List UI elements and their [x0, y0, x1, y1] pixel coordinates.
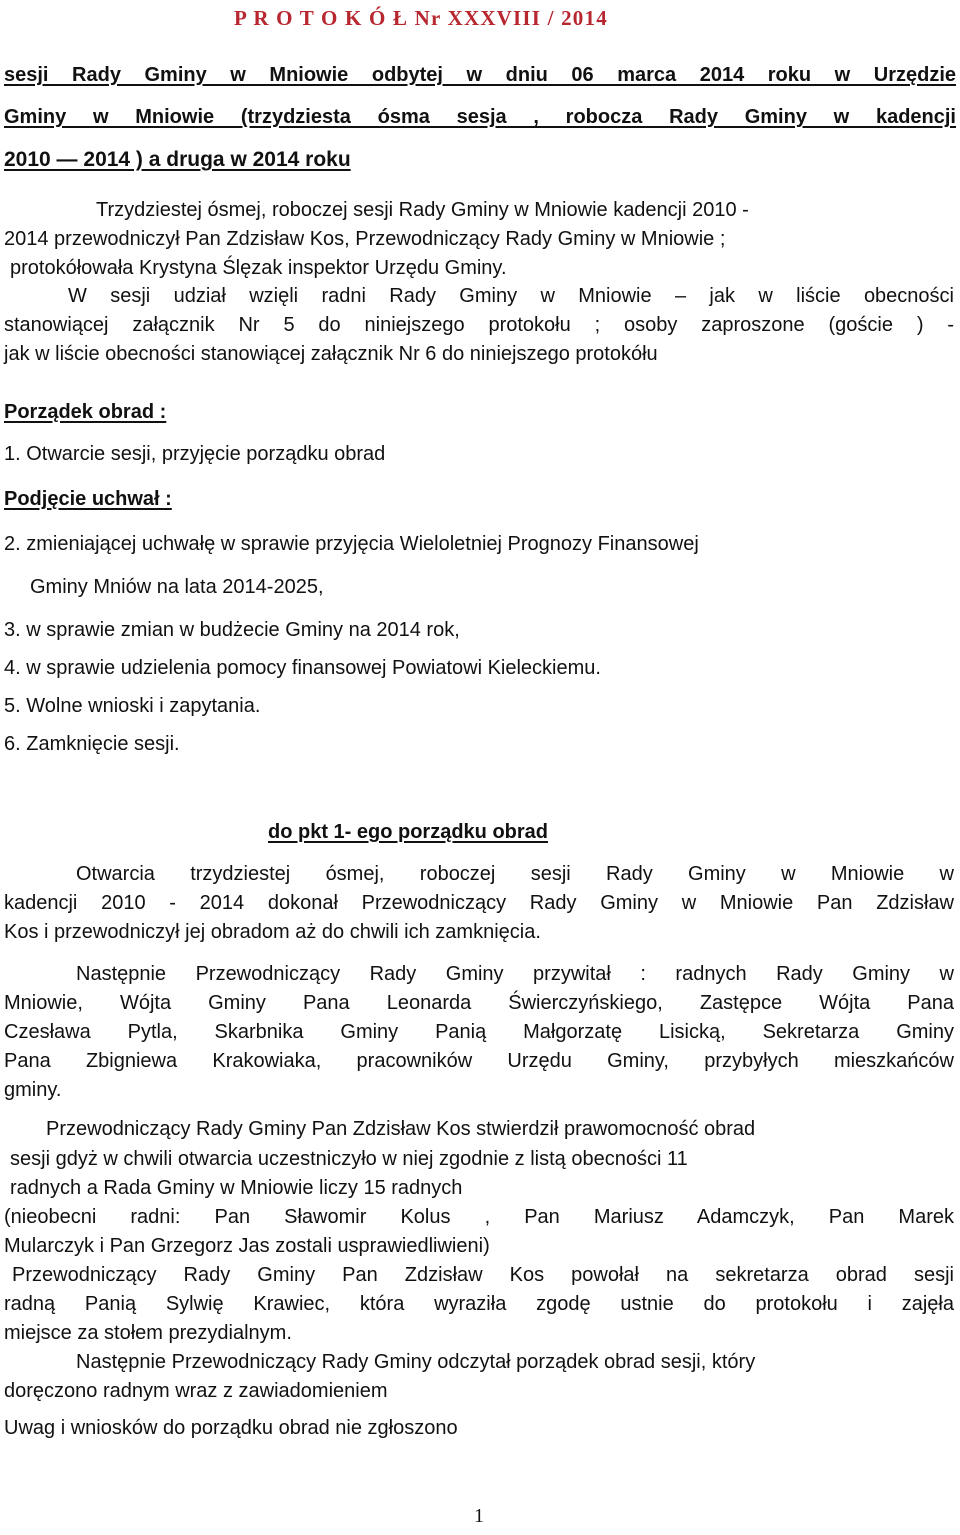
session-header-line-2: Gminy w Mniowie (trzydziesta ósma sesja , robocza Rady Gminy w kadencji	[4, 106, 956, 128]
session-header-line-1: sesji Rady Gminy w Mniowie odbytej w dniu 06 marca 2014 roku w Urzędzie	[4, 64, 956, 86]
section-1-p2-line-3: Czesława Pytla, Skarbnika Gminy Panią Małgorzatę Lisicką, Sekretarza Gminy	[4, 1021, 954, 1043]
section-1-p1-line-2: kadencji 2010 - 2014 dokonał Przewodniczący Rady Gminy w Mniowie Pan Zdzisław	[4, 892, 954, 914]
section-1-p4-line-1: Przewodniczący Rady Gminy Pan Zdzisław Kos powołał na sekretarza obrad sesji	[12, 1264, 954, 1286]
agenda-item-2-line-1: 2. zmieniającej uchwałę w sprawie przyjęcia Wieloletniej Prognozy Finansowej	[4, 533, 699, 555]
agenda-heading: Porządek obrad :	[4, 401, 167, 423]
section-1-heading: do pkt 1- ego porządku obrad	[268, 821, 549, 843]
section-1-p4-line-2: radną Panią Sylwię Krawiec, która wyraziła zgodę ustnie do protokołu i zajęła	[4, 1293, 954, 1315]
section-1-p3-line-3: radnych a Rada Gminy w Mniowie liczy 15 radnych	[10, 1177, 463, 1199]
section-1-p2-line-2: Mniowie, Wójta Gminy Pana Leonarda Świerczyńskiego, Zastępce Wójta Pana	[4, 992, 954, 1014]
agenda-item-1: 1. Otwarcie sesji, przyjęcie porządku obrad	[4, 443, 386, 465]
resolutions-heading: Podjęcie uchwał :	[4, 488, 172, 510]
intro-line-1: Trzydziestej ósmej, roboczej sesji Rady Gminy w Mniowie kadencji 2010 -	[96, 199, 749, 221]
section-1-p3-line-4: (nieobecni radni: Pan Sławomir Kolus , Pan Mariusz Adamczyk, Pan Marek	[4, 1206, 954, 1228]
session-header-line-3: 2010 — 2014 ) a druga w 2014 roku	[4, 148, 351, 171]
section-1-p1-line-3: Kos i przewodniczył jej obradom aż do chwili ich zamknięcia.	[4, 921, 541, 943]
section-1-p1-line-1: Otwarcia trzydziestej ósmej, roboczej sesji Rady Gminy w Mniowie w	[76, 863, 954, 885]
section-1-p6: Uwag i wniosków do porządku obrad nie zgłoszono	[4, 1417, 458, 1439]
page-number: 1	[474, 1505, 484, 1527]
document-title: P R O T O K Ó Ł Nr XXXVIII / 2014	[234, 6, 608, 30]
attendance-line-2: stanowiącej załącznik Nr 5 do niniejszego protokołu ; osoby zaproszone (goście ) -	[4, 314, 954, 336]
intro-line-2: 2014 przewodniczył Pan Zdzisław Kos, Przewodniczący Rady Gminy w Mniowie ;	[4, 228, 726, 250]
agenda-item-4: 4. w sprawie udzielenia pomocy finansowej Powiatowi Kieleckiemu.	[4, 657, 601, 679]
intro-line-3: protokółowała Krystyna Ślęzak inspektor Urzędu Gminy.	[10, 257, 507, 279]
attendance-line-3: jak w liście obecności stanowiącej załącznik Nr 6 do niniejszego protokółu	[4, 343, 658, 365]
section-1-p3-line-2: sesji gdyż w chwili otwarcia uczestniczyło w niej zgodnie z listą obecności 11	[10, 1148, 688, 1170]
agenda-item-5: 5. Wolne wnioski i zapytania.	[4, 695, 261, 717]
section-1-p3-line-1: Przewodniczący Rady Gminy Pan Zdzisław Kos stwierdził prawomocność obrad	[46, 1118, 756, 1140]
section-1-p2-line-4: Pana Zbigniewa Krakowiaka, pracowników Urzędu Gminy, przybyłych mieszkańców	[4, 1050, 954, 1072]
section-1-p4-line-3: miejsce za stołem prezydialnym.	[4, 1322, 292, 1344]
agenda-item-2-line-2: Gminy Mniów na lata 2014-2025,	[30, 576, 324, 598]
agenda-item-6: 6. Zamknięcie sesji.	[4, 733, 180, 755]
agenda-item-3: 3. w sprawie zmian w budżecie Gminy na 2014 rok,	[4, 619, 460, 641]
section-1-p2-line-1: Następnie Przewodniczący Rady Gminy przywitał : radnych Rady Gminy w	[76, 963, 954, 985]
section-1-p2-line-5: gminy.	[4, 1079, 62, 1101]
section-1-p5-line-2: doręczono radnym wraz z zawiadomieniem	[4, 1380, 388, 1402]
section-1-p3-line-5: Mularczyk i Pan Grzegorz Jas zostali usprawiedliwieni)	[4, 1235, 490, 1257]
section-1-p5-line-1: Następnie Przewodniczący Rady Gminy odczytał porządek obrad sesji, który	[76, 1351, 756, 1373]
attendance-line-1: W sesji udział wzięli radni Rady Gminy w Mniowie – jak w liście obecności	[68, 285, 954, 307]
